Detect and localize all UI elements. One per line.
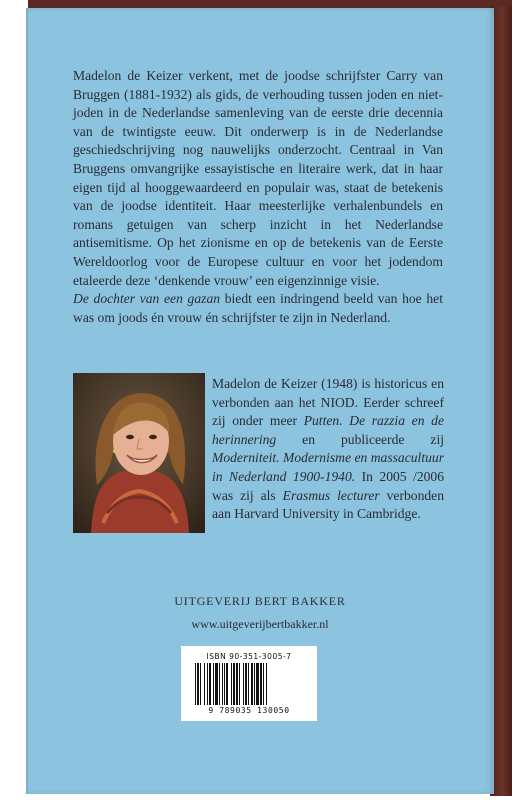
bio-text: Madelon de Keizer (1948) is historicus en verbonden aan het [212,376,444,410]
cover-edge [26,8,28,794]
publisher-website: www.uitgeverijbertbakker.nl [191,617,329,631]
bio-text: In 2005 /2006 was zij als [212,468,445,503]
barcode-image [195,663,303,705]
publisher-name: UITGEVERIJ BERT BAKKER [174,594,346,608]
book-title: De dochter van een gazan [73,291,221,307]
bio-book-title: Putten. De razzia en de herinnering [212,413,444,447]
author-photo [73,373,205,533]
bio-book-title: Moderniteit. Modernisme en massacultuur in Nederland 1900-1940. [212,450,444,484]
blurb-closing-paragraph [73,290,443,327]
bio-text: en publiceerde zij [276,431,444,447]
bio-institute: NIOD [320,394,355,410]
blurb-text [73,67,443,327]
bio-text: verbonden aan Harvard University in Cambridge. [212,487,444,522]
ean-number: 9 789035 130050 [208,706,290,715]
bio-role: Erasmus lecturer [282,487,380,503]
bio-text: . Eerder schreef zij onder meer [212,394,444,429]
blurb-paragraph: Madelon de Keizer verkent, met de joodse schrijfster Carry van Bruggen (1881-1932) als gids, de verhouding tussen joden en niet-joden in de Nederlandse samenleving van de eerste drie decennia van de twintigste eeuw. Dit onderwerp is in de Nederlandse geschiedschrijving nog nauwelijks onderzocht. Centraal in Van Bruggens omvangrijke essayistische en literaire werk, dat in haar eigen tijd al hooggewaardeerd en populair was, staat de betekenis van de joodse identiteit. Haar meesterlijke verhalenbundels en romans getuigen van scherp inzicht in het Nederlandse antisemitisme. Op het zionisme en op de betekenis van de Eerste Wereldoorlog voor de Europese cultuur en voor het jodendom etaleerde deze ‘denkende vrouw’ een eigenzinnige visie. [73,68,443,288]
author-bio-paragraph [212,375,444,524]
author-portrait-image [73,373,205,533]
barcode-label [181,646,317,721]
isbn-number: ISBN 90-351-3005-7 [206,652,292,661]
author-bio [212,375,444,524]
blurb-closing-text: biedt een indringend beeld van hoe het was om joods én vrouw én schrijfster te zijn in Nederland. [73,291,443,325]
